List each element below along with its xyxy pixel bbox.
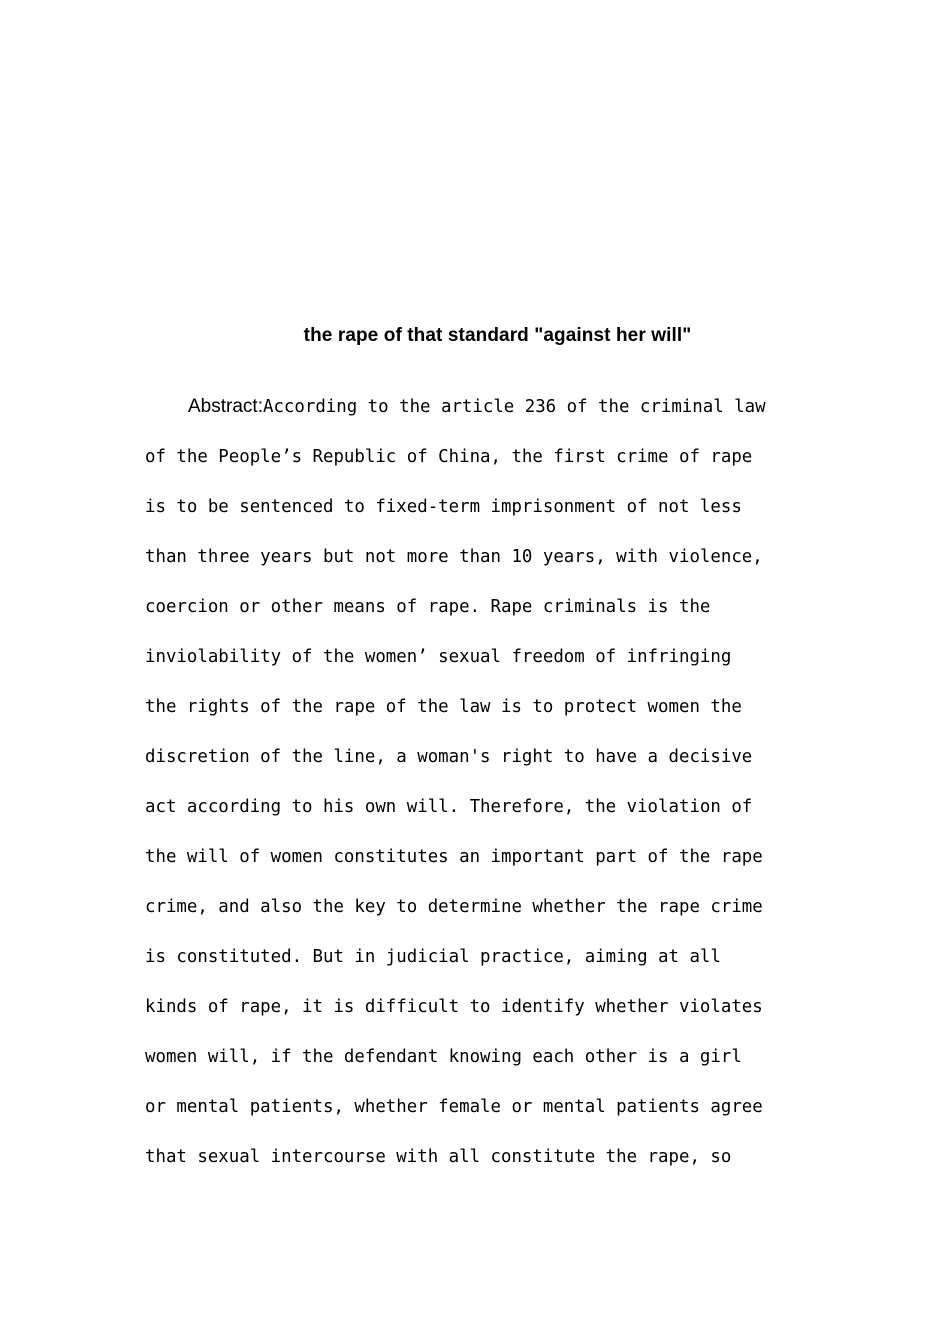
abstract-line: kinds of rape, it is difficult to identify whether violates (145, 997, 763, 1017)
abstract-line: than three years but not more than 10 years, with violence, (145, 547, 763, 567)
abstract-line: the will of women constitutes an important part of the rape (145, 847, 763, 867)
abstract-line: is to be sentenced to fixed-term imprisonment of not less (145, 497, 742, 517)
abstract-line (188, 392, 766, 422)
abstract-line: discretion of the line, a woman's right to have a decisive (145, 747, 753, 767)
abstract-line: crime, and also the key to determine whether the rape crime (145, 897, 763, 917)
document-title: the rape of that standard "against her will" (303, 325, 692, 346)
abstract-line: the rights of the rape of the law is to protect women the (145, 697, 742, 717)
abstract-line: act according to his own will. Therefore, the violation of (145, 797, 753, 817)
abstract-line: or mental patients, whether female or mental patients agree (145, 1097, 763, 1117)
abstract-line: women will, if the defendant knowing each other is a girl (145, 1047, 742, 1067)
abstract-line-text: According to the article 236 of the criminal law (262, 397, 766, 417)
abstract-line: of the People’s Republic of China, the first crime of rape (145, 447, 753, 467)
abstract-line: is constituted. But in judicial practice, aiming at all (145, 947, 721, 967)
abstract-line: inviolability of the women’ sexual freedom of infringing (145, 647, 732, 667)
abstract-line: coercion or other means of rape. Rape criminals is the (145, 597, 711, 617)
abstract-label: Abstract: (188, 396, 263, 417)
abstract-line: that sexual intercourse with all constitute the rape, so (145, 1147, 732, 1167)
